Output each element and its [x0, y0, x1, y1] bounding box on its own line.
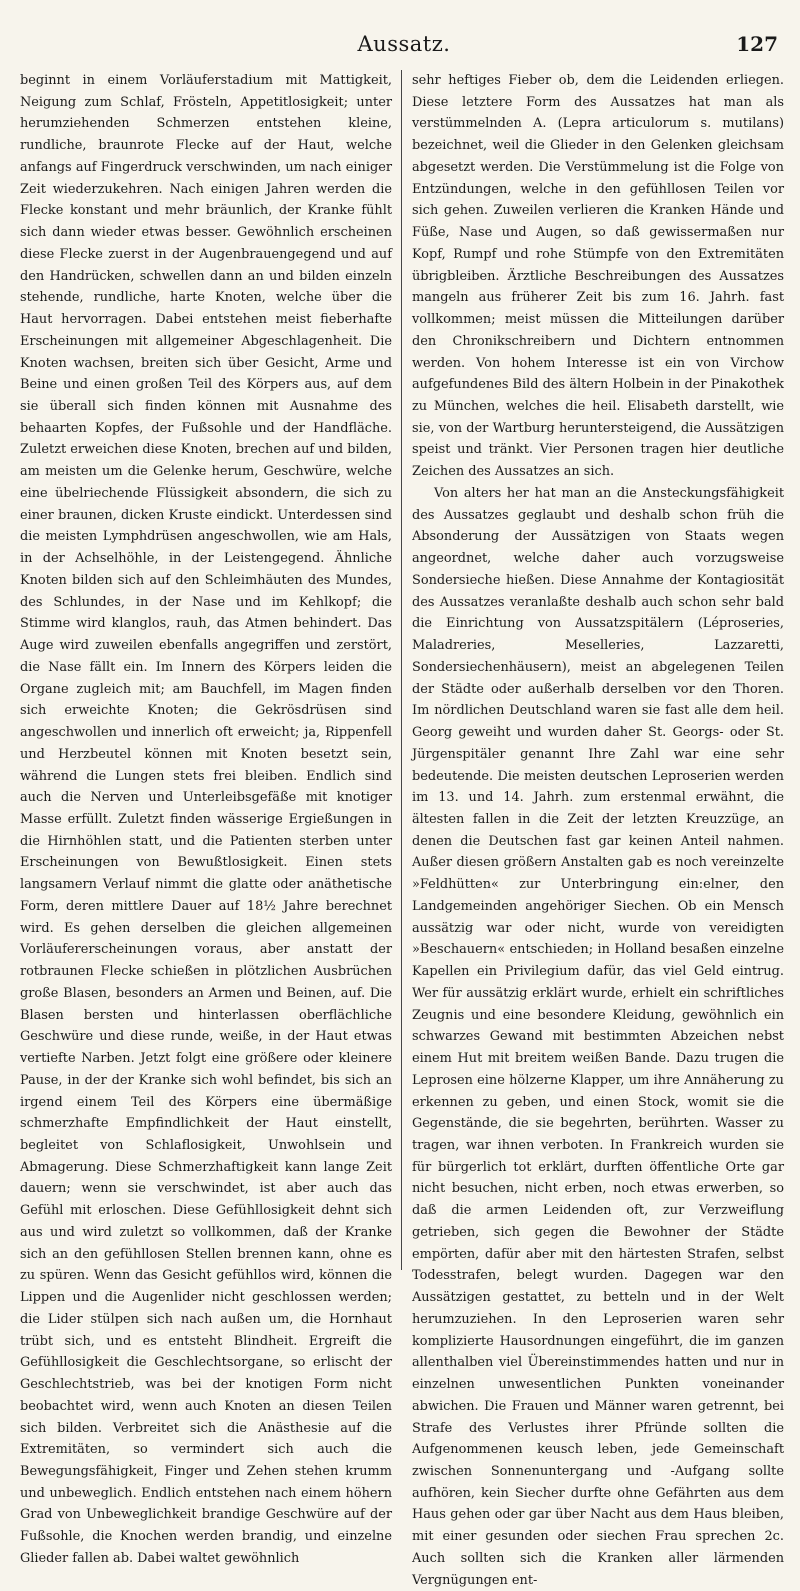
paragraph: Von alters her hat man an die Ansteckungsfähigkeit des Aussatzes geglaubt und deshalb schon früh die Absonderung der Aussätzigen von Staats wegen angeordnet, welche daher auch vorzugsweise Sondersieche hießen. Diese Annahme der Kontagiosität des Aussatzes veranlaßte deshalb auch schon sehr bald die Einrichtung von Aussatzspitälern (Léproseries, Maladreries, Meselleries, Lazzaretti, Sondersiechenhäusern), meist an abgelegenen Teilen der Städte oder außerhalb derselben vor den Thoren. Im nördlichen Deutschland waren sie fast alle dem heil. Georg geweiht und wurden daher St. Georgs- oder St. Jürgenspitäler genannt Ihre Zahl war eine sehr bedeutende. Die meisten deutschen Leproserien werden im 13. und 14. Jahrh. zum erstenmal erwähnt, die ältesten fallen in die Zeit der letzten Kreuzzüge, an denen die Deutschen fast gar keinen Anteil nahmen. Außer diesen größern Anstalten gab es noch vereinzelte »Feldhütten« zur Unterbringung ein:elner, den Landgemeinden angehöriger Siechen. Ob ein Mensch aussätzig war oder nicht, wurde von vereidigten »Beschauern« entschieden; in Holland besaßen einzelne Kapellen ein Privilegium dafür, das viel Geld eintrug. Wer für aussätzig erklärt wurde, erhielt ein schriftliches Zeugnis und eine besondere Kleidung, gewöhnlich ein schwarzes Gewand mit bestimmten Abzeichen nebst einem Hut mit breitem weißen Bande. Dazu trugen die Leprosen eine hölzerne Klapper, um ihre Annäherung zu erkennen zu geben, und einen Stock, womit sie die Gegenstände, die sie begehrten, berührten. Wasser zu tragen, war ihnen verboten. In Frankreich wurden sie für bürgerlich tot erklärt, durften öffentliche Orte gar nicht besuchen, nicht erben, noch etwas erwerben, so daß die armen Leidenden oft, zur Verzweiflung getrieben, sich gegen die Bewohner der Städte empörten, dafür aber mit den härtesten Strafen, selbst Todesstrafen, belegt wurden. Dagegen war den Aussätzigen gestattet, zu betteln und in der Welt herumzuziehen. In den Leproserien waren sehr komplizierte Hausordnungen eingeführt, die im ganzen allenthalben viel Übereinstimmendes hatten und nur in einzelnen unwesentlichen Punkten voneinander abwichen. Die Frauen und Männer waren getrennt, bei Strafe des Verlustes ihrer Pfründe sollten die Aufgenommenen keusch leben, jede Gemeinschaft zwischen Sonnenuntergang und -Aufgang sollte aufhören, kein Siecher durfte ohne Gefährten aus dem Haus gehen oder gar über Nacht aus dem Haus bleiben, mit einer gesunden oder siechen Frau sprechen 2c. Auch sollten sich die Kranken aller lärmenden Vergnügungen ent-	[412, 485, 784, 1588]
column-divider	[401, 70, 402, 1270]
right-column	[412, 70, 784, 1588]
running-title: Aussatz.	[357, 32, 451, 56]
left-column	[20, 70, 392, 1566]
page-header	[30, 28, 778, 62]
paragraph: beginnt in einem Vorläuferstadium mit Mattigkeit, Neigung zum Schlaf, Frösteln, Appetitlosigkeit; unter herumziehenden Schmerzen entstehen kleine, rundliche, braunrote Flecke auf der Haut, welche anfangs auf Fingerdruck verschwinden, um nach einiger Zeit wiederzukehren. Nach einigen Jahren werden die Flecke konstant und mehr bräunlich, der Kranke fühlt sich dann wieder etwas besser. Gewöhnlich erscheinen diese Flecke zuerst in der Augenbrauengegend und auf den Handrücken, schwellen dann an und bilden einzeln stehende, rundliche, harte Knoten, welche über die Haut hervorragen. Dabei entstehen meist fieberhafte Erscheinungen mit allgemeiner Abgeschlagenheit. Die Knoten wachsen, breiten sich über Gesicht, Arme und Beine und einen großen Teil des Körpers aus, auf dem sie überall sich finden können mit Ausnahme des behaarten Kopfes, der Fußsohle und der Handfläche. Zuletzt erweichen diese Knoten, brechen auf und bilden, am meisten um die Gelenke herum, Geschwüre, welche eine übelriechende Flüssigkeit absondern, die sich zu einer braunen, dicken Kruste eindickt. Unterdessen sind die meisten Lymphdrüsen angeschwollen, wie am Hals, in der Achselhöhle, in der Leistengegend. Ähnliche Knoten bilden sich auf den Schleimhäuten des Mundes, des Schlundes, in der Nase und im Kehlkopf; die Stimme wird klanglos, rauh, das Atmen behindert. Das Auge wird zuweilen ebenfalls angegriffen und zerstört, die Nase fällt ein. Im Innern des Körpers leiden die Organe zugleich mit; am Bauchfell, im Magen finden sich erweichte Knoten; die Gekrösdrüsen sind angeschwollen und innerlich oft erweicht; ja, Rippenfell und Herzbeutel können mit Knoten besetzt sein, während die Lungen stets frei bleiben. Endlich sind auch die Nerven und Unterleibsgefäße mit knotiger Masse erfüllt. Zuletzt finden wässerige Ergießungen in die Hirnhöhlen statt, und die Patienten sterben unter Erscheinungen von Bewußtlosigkeit. Einen stets langsamern Verlauf nimmt die glatte oder anäthetische Form, deren mittlere Dauer auf 18½ Jahre berechnet wird. Es gehen derselben die gleichen allgemeinen Vorläufererscheinungen voraus, aber anstatt der rotbraunen Flecke schießen in plötzlichen Ausbrüchen große Blasen, besonders an Armen und Beinen, auf. Die Blasen bersten und hinterlassen oberflächliche Geschwüre und diese runde, weiße, in der Haut etwas vertiefte Narben. Jetzt folgt eine größere oder kleinere Pause, in der der Kranke sich wohl befindet, bis sich an irgend einem Teil des Körpers eine übermäßige schmerzhafte Empfindlichkeit der Haut einstellt, begleitet von Schlaflosigkeit, Unwohlsein und Abmagerung. Diese Schmerzhaftigkeit kann lange Zeit dauern; wenn sie verschwindet, ist aber auch das Gefühl mit erloschen. Diese Gefühllosigkeit dehnt sich aus und wird zuletzt so vollkommen, daß der Kranke sich an den gefühllosen Stellen brennen kann, ohne es zu spüren. Wenn das Gesicht gefühllos wird, können die Lippen und die Augenlider nicht geschlossen werden; die Lider stülpen sich nach außen um, die Hornhaut trübt sich, und es entsteht Blindheit. Ergreift die Gefühllosigkeit die Geschlechtsorgane, so erlischt der Geschlechtstrieb, was bei der knotigen Form nicht beobachtet wird, wenn auch Knoten an diesen Teilen sich bilden. Verbreitet sich die Anästhesie auf die Extremitäten, so vermindert sich auch die Bewegungsfähigkeit, Finger und Zehen stehen krumm und unbeweglich. Endlich entstehen nach einem höhern Grad von Unbeweglichkeit brandige Geschwüre auf der Fußsohle, die Knochen werden brandig, und einzelne Glieder fallen ab. Dabei waltet gewöhnlich	[20, 73, 392, 1566]
page-number: 127	[736, 32, 778, 56]
paragraph: sehr heftiges Fieber ob, dem die Leidenden erliegen. Diese letztere Form des Aussatzes hat man als verstümmelnden A. (Lepra articulorum s. mutilans) bezeichnet, weil die Glieder in den Gelenken gleichsam abgesetzt werden. Die Verstümmelung ist die Folge von Entzündungen, welche in den gefühllosen Teilen vor sich gehen. Zuweilen verlieren die Kranken Hände und Füße, Nase und Augen, so daß gewissermaßen nur Kopf, Rumpf und rohe Stümpfe von den Extremitäten übrigbleiben. Ärztliche Beschreibungen des Aussatzes mangeln aus früherer Zeit bis zum 16. Jahrh. fast vollkommen; meist müssen die Mitteilungen darüber den Chronikschreibern und Dichtern entnommen werden. Von hohem Interesse ist ein von Virchow aufgefundenes Bild des ältern Holbein in der Pinakothek zu München, welches die heil. Elisabeth darstellt, wie sie, von der Wartburg heruntersteigend, die Aussätzigen speist und tränkt. Vier Personen tragen hier deutliche Zeichen des Aussatzes an sich.	[412, 73, 784, 480]
